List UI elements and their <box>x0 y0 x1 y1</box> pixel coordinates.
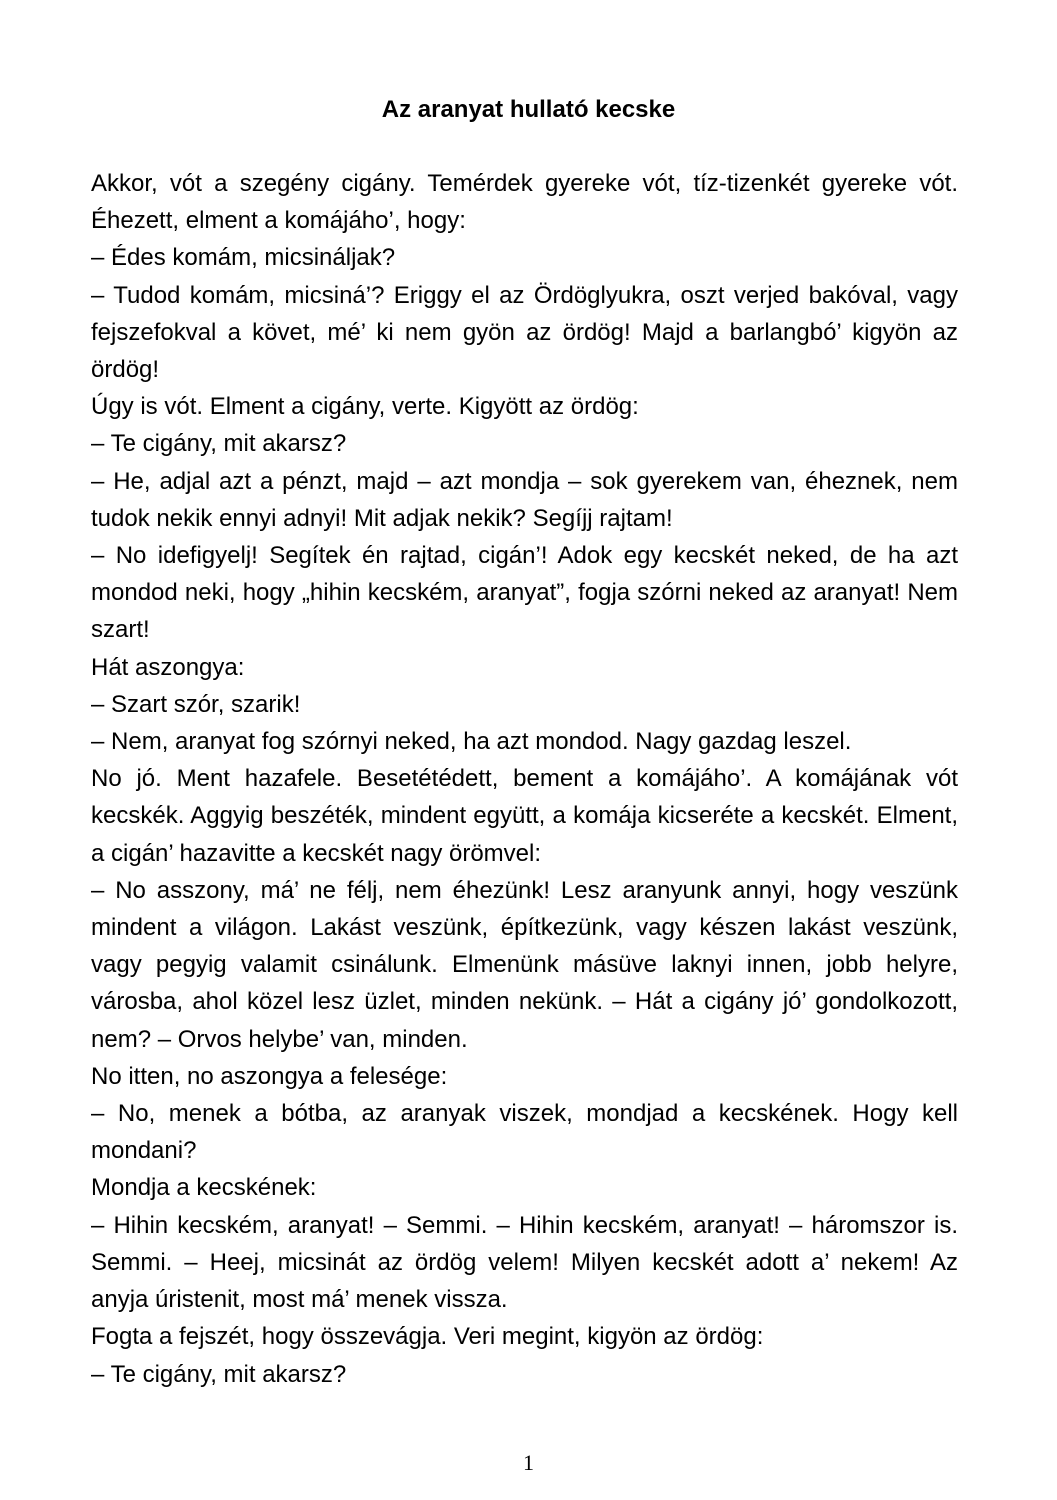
paragraph: No itten, no aszongya a felesége: <box>91 1062 448 1090</box>
paragraph: – No, menek a bótba, az aranyak viszek, mondjad a kecskének. Hogy kell mondani? <box>91 1100 958 1165</box>
paragraph: Hát aszongya: <box>91 653 245 681</box>
paragraph: No jó. Ment hazafele. Besetétédett, bement a komájáho’. A komájának vót kecskék. Aggyig beszéték, mindent együtt, a komája kicseréte a kecskét. Elment, a cigán’ hazavitte a kecskét nagy örömvel: <box>91 765 958 867</box>
paragraph: Mondja a kecskének: <box>91 1174 317 1202</box>
paragraph: – Tudod komám, micsiná’? Eriggy el az Ördöglyukra, oszt verjed bakóval, vagy fejszefokval a követ, mé’ ki nem gyön az ördög! Majd a barlangbó’ kigyön az ördög! <box>91 281 958 384</box>
paragraph: – Hihin kecském, aranyat! – Semmi. – Hihin kecském, aranyat! – háromszor is. Semmi. – Heej, micsinát az ördög velem! Milyen kecskét adott a’ nekem! Az anyja úristenit, most má’ menek vissza. <box>91 1211 958 1314</box>
paragraph: – Szart szór, szarik! <box>91 690 301 718</box>
paragraph: – Te cigány, mit akarsz? <box>91 430 347 458</box>
story-body <box>91 165 958 1393</box>
page-title: Az aranyat hullató kecske <box>381 96 676 123</box>
paragraph: – No idefigyelj! Segítek én rajtad, cigán’! Adok egy kecskét neked, de ha azt mondod neki, hogy „hihin kecském, aranyat”, fogja szórni neked az aranyat! Nem szart! <box>91 542 958 644</box>
page-number: 1 <box>523 1450 534 1475</box>
paragraph: – Nem, aranyat fog szórnyi neked, ha azt mondod. Nagy gazdag leszel. <box>91 728 852 756</box>
paragraph: Akkor, vót a szegény cigány. Temérdek gyereke vót, tíz-tizenkét gyereke vót. Éhezett, elment a komájáho’, hogy: <box>91 170 958 235</box>
paragraph: – Édes komám, micsináljak? <box>91 244 396 272</box>
paragraph: – He, adjal azt a pénzt, majd – azt mondja – sok gyerekem van, éheznek, nem tudok nekik ennyi adnyi! Mit adjak nekik? Segíjj rajtam! <box>91 467 958 532</box>
paragraph: – No asszony, má’ ne félj, nem éhezünk! Lesz aranyunk annyi, hogy veszünk mindent a világon. Lakást veszünk, építkezünk, vagy készen lakást veszünk, vagy pegyig valamit csinálunk. Elmenünk másüve laknyi innen, jobb helyre, városba, ahol közel lesz üzlet, minden nekünk. – Hát a cigány jó’ gondolkozott, nem? – Orvos helybe’ van, minden. <box>91 876 958 1053</box>
paragraph: – Te cigány, mit akarsz? <box>91 1360 347 1388</box>
paragraph: Úgy is vót. Elment a cigány, verte. Kigyött az ördög: <box>91 393 639 421</box>
paragraph: Fogta a fejszét, hogy összevágja. Veri megint, kigyön az ördög: <box>91 1323 764 1351</box>
